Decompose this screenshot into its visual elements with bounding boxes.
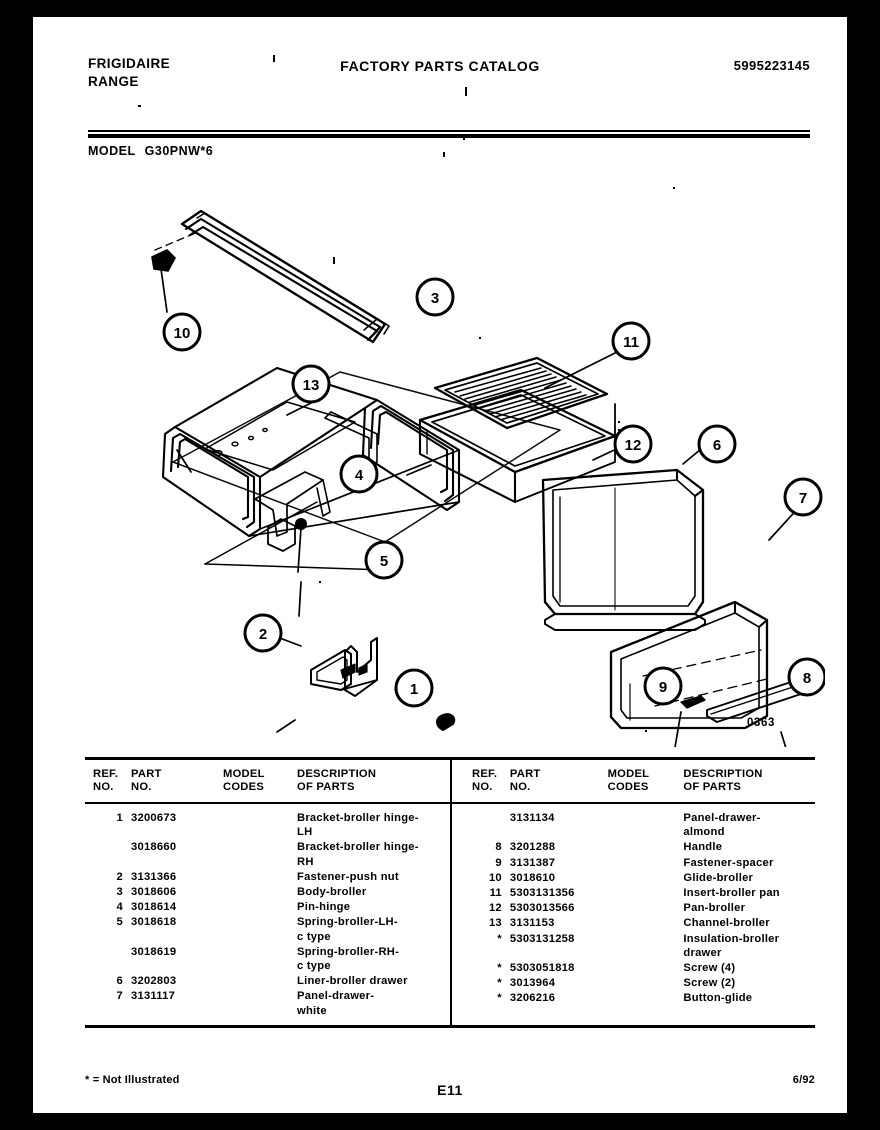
leader-lines bbox=[177, 347, 808, 747]
description-line: Spring-broller-RH- bbox=[297, 945, 400, 958]
callout-10 bbox=[164, 314, 200, 350]
description-line: Button-glide bbox=[683, 992, 753, 1005]
cell-ref-no: * bbox=[497, 962, 502, 975]
cell-ref-no: 2 bbox=[116, 870, 123, 883]
table-body bbox=[85, 804, 815, 1025]
page-number: E11 bbox=[437, 1082, 463, 1098]
cell-model-codes bbox=[608, 871, 684, 885]
cell-model-codes bbox=[223, 870, 297, 884]
header-divider bbox=[88, 130, 810, 138]
header-model-codes: MODEL bbox=[223, 767, 265, 780]
cell-ref-no bbox=[87, 840, 131, 868]
table-row bbox=[466, 840, 815, 855]
description-line: Screw (2) bbox=[683, 977, 736, 990]
cell-ref-no: 11 bbox=[489, 887, 502, 900]
scan-speck bbox=[618, 429, 620, 431]
cell-description bbox=[683, 811, 815, 839]
cell-description bbox=[297, 989, 447, 1017]
scan-speck bbox=[443, 152, 445, 157]
scan-speck bbox=[319, 581, 321, 583]
description-line: Pin-hinge bbox=[297, 901, 351, 914]
table-row bbox=[466, 991, 815, 1006]
table-row bbox=[87, 974, 450, 989]
part-panel-drawer bbox=[611, 602, 771, 728]
cell-part-no: 5303051818 bbox=[509, 962, 575, 975]
table-row bbox=[466, 976, 815, 991]
svg-text:1: 1 bbox=[409, 681, 419, 698]
callout-3 bbox=[417, 279, 453, 315]
header-description: DESCRIPTION bbox=[683, 767, 763, 780]
callout-5 bbox=[366, 542, 402, 578]
part-spring-broiler bbox=[437, 714, 454, 730]
scan-speck bbox=[465, 87, 467, 96]
brand-category: RANGE bbox=[88, 74, 139, 89]
cell-description bbox=[683, 991, 815, 1005]
table-row bbox=[87, 900, 450, 915]
header-model-codes: MODEL bbox=[607, 767, 650, 780]
cell-part-no: 5303013566 bbox=[509, 902, 575, 915]
cell-ref-no: 8 bbox=[495, 841, 502, 854]
cell-part-no: 3013964 bbox=[509, 977, 556, 990]
callout-6 bbox=[699, 426, 735, 462]
cell-ref-no bbox=[466, 811, 510, 839]
header-ref-no: REF. bbox=[93, 767, 119, 780]
part-pin-hinge bbox=[295, 518, 307, 572]
parts-table bbox=[85, 757, 815, 1028]
table-row bbox=[87, 840, 450, 869]
cell-ref-no: 4 bbox=[116, 901, 123, 914]
cell-ref-no: 1 bbox=[116, 812, 123, 824]
cell-part-no: 3018610 bbox=[509, 871, 556, 884]
cell-ref-no: 5 bbox=[116, 916, 123, 929]
cell-description bbox=[297, 915, 447, 943]
cell-part-no: 3131153 bbox=[509, 917, 555, 930]
svg-text:7: 7 bbox=[798, 490, 808, 507]
cell-model-codes bbox=[223, 900, 297, 914]
cell-description bbox=[297, 870, 447, 884]
cell-part-no: 3131366 bbox=[131, 870, 177, 883]
diagram-svg bbox=[55, 172, 825, 747]
header-description-2: OF PARTS bbox=[683, 781, 742, 793]
description-line: white bbox=[297, 1004, 327, 1017]
model-line bbox=[88, 144, 213, 158]
cell-description bbox=[683, 976, 815, 990]
cell-description bbox=[683, 932, 815, 960]
header-part-no-2: NO. bbox=[131, 781, 152, 793]
part-bracket-broiler-hinge bbox=[311, 638, 377, 696]
part-glide-broiler bbox=[152, 232, 198, 312]
cell-model-codes bbox=[223, 840, 297, 868]
cell-model-codes bbox=[608, 886, 684, 900]
cell-part-no: 3018619 bbox=[131, 945, 177, 958]
svg-text:10: 10 bbox=[173, 325, 191, 342]
cell-model-codes bbox=[223, 885, 297, 899]
cell-part-no: 3131387 bbox=[509, 856, 556, 869]
cell-model-codes bbox=[608, 991, 684, 1005]
cell-description bbox=[297, 811, 447, 839]
cell-part-no: 3206216 bbox=[509, 992, 556, 1005]
svg-text:8: 8 bbox=[802, 670, 812, 687]
description-line: Spring-broller-LH- bbox=[297, 916, 398, 929]
part-liner-broiler-drawer bbox=[543, 470, 705, 630]
description-line: Body-broller bbox=[297, 886, 367, 899]
page-title: FACTORY PARTS CATALOG bbox=[340, 58, 540, 74]
header-ref-no-2: NO. bbox=[93, 781, 114, 793]
scan-speck bbox=[138, 105, 141, 107]
scan-speck bbox=[778, 135, 780, 138]
description-line: RH bbox=[297, 855, 314, 868]
scan-speck bbox=[673, 187, 675, 189]
header-description: DESCRIPTION bbox=[297, 767, 377, 780]
cell-model-codes bbox=[223, 989, 297, 1017]
cell-model-codes bbox=[223, 811, 297, 839]
cell-model-codes bbox=[608, 932, 684, 960]
svg-text:4: 4 bbox=[354, 467, 364, 484]
cell-ref-no: 3 bbox=[116, 886, 123, 899]
revision-date: 6/92 bbox=[792, 1074, 815, 1086]
brand-name: FRIGIDAIRE bbox=[88, 56, 171, 71]
table-row bbox=[87, 811, 450, 840]
description-line: Panel-drawer- bbox=[683, 812, 761, 824]
cell-part-no: 5303131356 bbox=[509, 887, 575, 900]
cell-part-no: 3018606 bbox=[131, 886, 177, 899]
header-ref-no-2: NO. bbox=[472, 781, 493, 793]
cell-ref-no: 9 bbox=[495, 856, 502, 869]
cell-part-no: 3200673 bbox=[131, 812, 177, 824]
scan-speck bbox=[463, 137, 465, 140]
description-line: Glide-broller bbox=[683, 871, 754, 884]
cell-model-codes bbox=[608, 811, 684, 839]
cell-part-no: 3201288 bbox=[509, 841, 556, 854]
cell-model-codes bbox=[223, 915, 297, 943]
cell-part-no: 5303131258 bbox=[509, 932, 575, 945]
cell-model-codes bbox=[608, 856, 684, 870]
cell-ref-no: 13 bbox=[488, 917, 502, 930]
svg-text:3: 3 bbox=[430, 290, 440, 307]
description-line: c type bbox=[297, 960, 331, 973]
scan-speck bbox=[618, 421, 620, 423]
cell-ref-no bbox=[87, 945, 131, 973]
callout-12 bbox=[615, 426, 651, 462]
not-illustrated-note: * = Not Illustrated bbox=[85, 1074, 180, 1086]
description-line: Fastener-spacer bbox=[683, 856, 774, 869]
table-row bbox=[466, 901, 815, 916]
catalog-sheet bbox=[33, 17, 847, 1113]
table-row bbox=[87, 945, 450, 974]
exploded-parts-diagram bbox=[55, 172, 825, 747]
callout-9 bbox=[645, 668, 681, 704]
cell-model-codes bbox=[608, 840, 684, 854]
svg-text:2: 2 bbox=[258, 626, 268, 643]
part-pan-broiler bbox=[420, 390, 615, 502]
table-row bbox=[466, 871, 815, 886]
table-row bbox=[87, 885, 450, 900]
callout-2 bbox=[245, 615, 281, 651]
table-row bbox=[466, 916, 815, 931]
cell-part-no: 3202803 bbox=[131, 975, 177, 988]
cell-description bbox=[297, 885, 447, 899]
description-line: Insert-broller pan bbox=[683, 887, 780, 900]
callout-13 bbox=[293, 366, 329, 402]
header-part-no: PART bbox=[509, 767, 541, 780]
table-row bbox=[87, 915, 450, 944]
header-description-2: OF PARTS bbox=[297, 781, 355, 793]
cell-ref-no: * bbox=[497, 932, 502, 945]
cell-part-no: 3018618 bbox=[131, 916, 177, 929]
drawing-id: 0363 bbox=[747, 717, 775, 729]
description-line: Handle bbox=[683, 841, 723, 854]
description-line: Pan-broller bbox=[683, 902, 746, 915]
callout-4 bbox=[341, 456, 377, 492]
description-line: drawer bbox=[683, 946, 722, 959]
cell-description bbox=[683, 916, 815, 930]
model-value: G30PNW*6 bbox=[144, 144, 214, 158]
cell-ref-no: 10 bbox=[488, 871, 502, 884]
cell-part-no: 3018660 bbox=[131, 841, 177, 854]
cell-ref-no: 7 bbox=[116, 990, 123, 1003]
cell-description bbox=[683, 871, 815, 885]
cell-description bbox=[683, 886, 815, 900]
header-ref-no: REF. bbox=[472, 767, 498, 780]
cell-ref-no: * bbox=[497, 992, 502, 1005]
part-fastener-spacer bbox=[681, 696, 705, 708]
cell-model-codes bbox=[608, 916, 684, 930]
table-row bbox=[466, 856, 815, 871]
description-line: c type bbox=[297, 930, 331, 943]
callout-7 bbox=[785, 479, 821, 515]
cell-model-codes bbox=[223, 945, 297, 973]
table-header-row bbox=[85, 760, 815, 802]
description-line: Fastener-push nut bbox=[297, 870, 399, 883]
table-row bbox=[466, 961, 815, 976]
description-line: LH bbox=[297, 826, 313, 839]
table-row bbox=[87, 989, 450, 1018]
cell-description bbox=[683, 901, 815, 915]
cell-part-no: 3018614 bbox=[131, 901, 177, 914]
cell-ref-no: 6 bbox=[116, 975, 123, 988]
table-body-right bbox=[466, 804, 815, 1013]
svg-text:12: 12 bbox=[624, 437, 642, 454]
cell-description bbox=[297, 945, 447, 973]
cell-model-codes bbox=[608, 976, 684, 990]
cell-model-codes bbox=[608, 901, 684, 915]
table-row bbox=[466, 886, 815, 901]
cell-ref-no: 12 bbox=[488, 902, 502, 915]
catalog-number: 5995223145 bbox=[733, 58, 810, 73]
description-line: Screw (4) bbox=[683, 962, 736, 975]
description-line: Panel-drawer- bbox=[297, 990, 375, 1003]
scan-speck bbox=[333, 257, 335, 264]
svg-text:9: 9 bbox=[658, 679, 668, 696]
part-insert-broiler-pan bbox=[435, 358, 607, 428]
svg-text:5: 5 bbox=[379, 553, 389, 570]
scan-speck bbox=[479, 337, 481, 339]
model-label: MODEL bbox=[88, 144, 136, 158]
description-line: almond bbox=[683, 826, 725, 839]
header-part-no: PART bbox=[131, 767, 162, 780]
table-row bbox=[466, 932, 815, 961]
description-line: Bracket-broller hinge- bbox=[297, 841, 419, 854]
cell-description bbox=[683, 840, 815, 854]
description-line: Channel-broller bbox=[683, 917, 770, 930]
header-model-codes-2: CODES bbox=[607, 781, 649, 793]
table-row bbox=[87, 870, 450, 885]
cell-description bbox=[683, 961, 815, 975]
table-row bbox=[466, 811, 815, 840]
cell-description bbox=[683, 856, 815, 870]
cell-description bbox=[297, 900, 447, 914]
cell-part-no: 3131134 bbox=[509, 812, 555, 824]
description-line: Bracket-broller hinge- bbox=[297, 812, 419, 824]
scan-speck bbox=[273, 55, 275, 62]
callout-11 bbox=[613, 323, 649, 359]
cell-description bbox=[297, 974, 447, 988]
cell-model-codes bbox=[608, 961, 684, 975]
svg-text:6: 6 bbox=[712, 437, 722, 454]
description-line: Liner-broller drawer bbox=[297, 975, 408, 988]
svg-text:11: 11 bbox=[623, 334, 639, 351]
header-part-no-2: NO. bbox=[509, 781, 531, 793]
header-model-codes-2: CODES bbox=[223, 781, 265, 793]
cell-description bbox=[297, 840, 447, 868]
callout-1 bbox=[396, 670, 432, 706]
svg-text:13: 13 bbox=[302, 377, 320, 394]
cell-part-no: 3131117 bbox=[131, 990, 176, 1003]
part-channel-broiler bbox=[182, 211, 389, 342]
table-body-left bbox=[87, 804, 450, 1025]
description-line: Insulation-broller bbox=[683, 932, 780, 945]
table-bottom-rule bbox=[85, 1025, 815, 1028]
cell-model-codes bbox=[223, 974, 297, 988]
scan-speck bbox=[645, 730, 647, 732]
cell-ref-no: * bbox=[497, 977, 502, 990]
callout-8 bbox=[789, 659, 825, 695]
